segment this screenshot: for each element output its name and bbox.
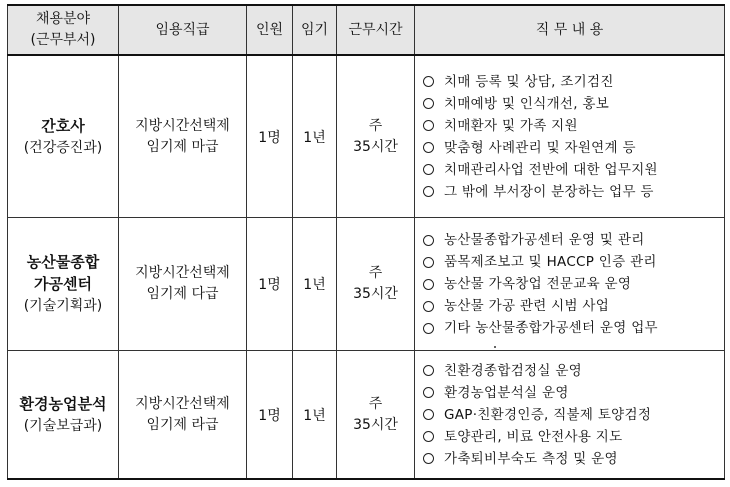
duties-cell	[415, 55, 725, 218]
rank-line1: 지방시간선택제	[135, 117, 230, 134]
list-item	[423, 382, 724, 404]
duty-text: 치매환자 및 가족 지원	[444, 117, 578, 134]
circle-bullet-icon	[423, 387, 434, 398]
hours-cell	[337, 55, 415, 218]
field-name-line2: 가공센터	[34, 275, 92, 293]
term-cell: 1년	[293, 55, 337, 218]
field-name-line1: 농산물종합	[26, 253, 100, 271]
rank-line2: 임기제 다급	[146, 286, 219, 302]
list-item	[423, 137, 724, 159]
duties-cell	[415, 218, 725, 351]
header-duties: 직 무 내 용	[415, 5, 725, 55]
circle-bullet-icon	[423, 186, 434, 197]
duty-text: 친환경종합검정실 운영	[444, 362, 583, 379]
hours-line2: 35시간	[353, 416, 398, 433]
duty-text: 농산물 가옥창업 전문교육 운영	[444, 276, 632, 292]
department-name: (건강증진과)	[23, 139, 103, 156]
header-field	[8, 5, 119, 55]
header-hours: 근무시간	[337, 5, 415, 55]
duty-text: 그 밖에 부서장이 분장하는 업무 등	[444, 183, 654, 200]
duty-text: 치매예방 및 인식개선, 홍보	[444, 95, 610, 112]
department-name: (기술기획과)	[23, 298, 103, 314]
hours-line2: 35시간	[353, 286, 398, 302]
list-item	[423, 159, 724, 181]
circle-bullet-icon	[423, 142, 434, 153]
circle-bullet-icon	[423, 409, 434, 420]
field-cell	[8, 218, 119, 351]
duty-text: 토양관리, 비료 안전사용 지도	[444, 428, 623, 445]
table-header-row	[8, 5, 725, 55]
duty-text: 맞춤형 사례관리 및 자원연계 등	[444, 139, 636, 156]
list-item	[423, 295, 724, 317]
header-term: 임기	[293, 5, 337, 55]
term-cell: 1년	[293, 218, 337, 351]
duty-text: 농산물 가공 관련 시범 사업	[444, 298, 610, 314]
list-item	[423, 448, 724, 470]
header-headcount: 인원	[247, 5, 293, 55]
list-item	[423, 115, 724, 137]
duty-text: 치매관리사업 전반에 대한 업무지원	[444, 161, 658, 178]
hours-line1: 주	[368, 265, 383, 281]
position-cell	[119, 351, 247, 480]
duty-text: 기타 농산물종합가공센터 운영 업무	[444, 320, 658, 336]
circle-bullet-icon	[423, 279, 434, 290]
duty-text: 농산물종합가공센터 운영 및 관리	[444, 232, 645, 248]
duties-list	[423, 360, 724, 470]
list-item	[423, 317, 724, 339]
list-item	[423, 93, 724, 115]
list-item	[423, 71, 724, 93]
field-name: 간호사	[41, 116, 85, 135]
rank-line1: 지방시간선택제	[135, 265, 230, 281]
circle-bullet-icon	[423, 301, 434, 312]
duties-cell	[415, 351, 725, 480]
duty-text: 치매 등록 및 상담, 조기검진	[444, 73, 614, 90]
rank-line2: 임기제 마급	[146, 138, 219, 155]
duty-text: 환경농업분석실 운영	[444, 384, 569, 401]
term-cell: 1년	[293, 351, 337, 480]
list-item	[423, 273, 724, 295]
circle-bullet-icon	[423, 431, 434, 442]
position-cell	[119, 218, 247, 351]
field-cell	[8, 55, 119, 218]
header-position: 임용직급	[119, 5, 247, 55]
department-name: (기술보급과)	[23, 417, 103, 434]
list-item	[423, 404, 724, 426]
circle-bullet-icon	[423, 323, 434, 334]
duty-text: 가축퇴비부숙도 측정 및 운영	[444, 450, 618, 467]
list-item	[423, 229, 724, 251]
field-name: 환경농업분석	[19, 394, 107, 413]
circle-bullet-icon	[423, 453, 434, 464]
list-item	[423, 251, 724, 273]
list-item	[423, 360, 724, 382]
circle-bullet-icon	[423, 164, 434, 175]
recruitment-table	[7, 4, 725, 480]
list-item	[423, 426, 724, 448]
hours-line1: 주	[368, 117, 383, 134]
hours-cell	[337, 218, 415, 351]
rank-line2: 임기제 라급	[146, 416, 219, 433]
position-cell	[119, 55, 247, 218]
headcount-cell: 1명	[247, 218, 293, 351]
circle-bullet-icon	[423, 235, 434, 246]
circle-bullet-icon	[423, 76, 434, 87]
duties-list	[423, 71, 724, 203]
circle-bullet-icon	[423, 257, 434, 268]
stray-dot-mark	[494, 346, 496, 348]
circle-bullet-icon	[423, 98, 434, 109]
table-row	[8, 351, 725, 480]
field-cell	[8, 351, 119, 480]
circle-bullet-icon	[423, 365, 434, 376]
headcount-cell: 1명	[247, 351, 293, 480]
duties-list	[423, 229, 724, 339]
header-field-line1: 채용분야	[35, 11, 91, 27]
header-field-line2: (근무부서)	[30, 32, 96, 48]
rank-line1: 지방시간선택제	[135, 395, 230, 412]
duty-text: 품목제조보고 및 HACCP 인증 관리	[444, 254, 657, 270]
table-row	[8, 55, 725, 218]
table-row	[8, 218, 725, 351]
list-item	[423, 181, 724, 203]
hours-line2: 35시간	[353, 138, 398, 155]
duty-text: GAP·친환경인증, 직불제 토양검정	[444, 406, 652, 423]
hours-cell	[337, 351, 415, 480]
circle-bullet-icon	[423, 120, 434, 131]
headcount-cell: 1명	[247, 55, 293, 218]
hours-line1: 주	[368, 395, 383, 412]
